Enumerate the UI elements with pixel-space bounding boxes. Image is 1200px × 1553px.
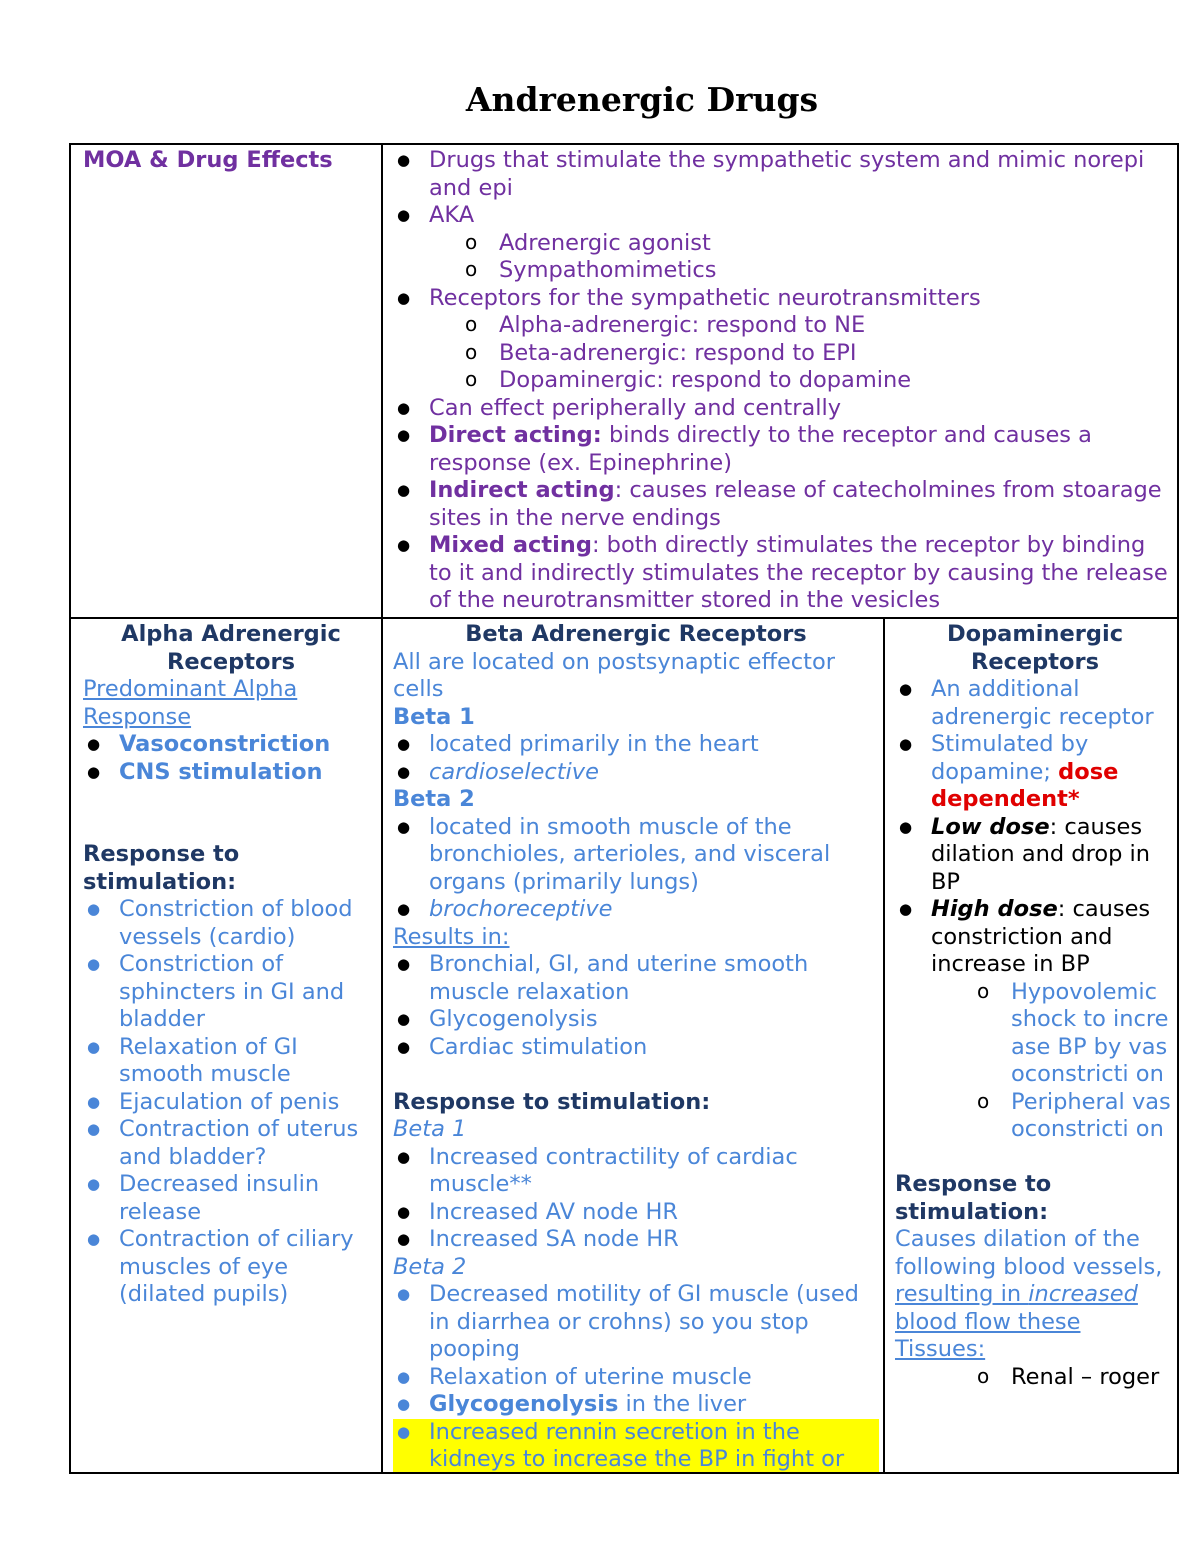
list-item: o Sympathomimetics (393, 257, 1169, 285)
list-item (393, 477, 1169, 532)
beta-response-beta2-label: Beta 2 (393, 1253, 467, 1280)
direct-acting-text: binds directly to the receptor and causes a response (ex. Epinephrine) (429, 422, 1092, 476)
list-item: ● Drugs that stimulate the sympathetic system and mimic norepi and epi (393, 147, 1169, 202)
dopa-list (895, 676, 1175, 1144)
list-item-highlighted (393, 1419, 879, 1474)
list-item: ● Increased AV node HR (393, 1199, 879, 1227)
list-item: ● Increased contractility of cardiac muscle** (393, 1144, 879, 1199)
alpha-response-list (83, 896, 379, 1309)
list-item: ● Cardiac stimulation (393, 1034, 879, 1062)
dopa-response-underline-italic: increased (1028, 1281, 1138, 1307)
dopa-heading: Dopaminergic Receptors (946, 621, 1124, 675)
indirect-acting-label: Indirect acting (429, 477, 615, 503)
list-item: ● Constriction of sphincters in GI and bladder (83, 951, 379, 1034)
list-item: ● brochoreceptive (393, 896, 879, 924)
dopa-response-paragraph (895, 1226, 1175, 1364)
list-item (393, 422, 1169, 477)
glycogenolysis-rest: in the liver (618, 1391, 747, 1417)
list-item: ● Relaxation of uterine muscle (393, 1364, 879, 1392)
low-dose-label: Low dose (931, 813, 1050, 840)
list-item: ● located primarily in the heart (393, 731, 879, 759)
moa-label-cell (69, 143, 383, 619)
beta-cell (381, 617, 885, 1474)
list-item: o Beta-adrenergic: respond to EPI (393, 340, 1169, 368)
list-item: o Hypovolemic shock to increase BP by vasoconstricti on (895, 979, 1175, 1089)
list-item: o Alpha-adrenergic: respond to NE (393, 312, 1169, 340)
beta2-label: Beta 2 (393, 786, 475, 812)
list-item: ● Vasoconstriction (83, 731, 379, 759)
dopa-renal-list (895, 1364, 1175, 1392)
indirect-acting-text: : causes release of catecholmines from stoarage sites in the nerve endings (429, 477, 1162, 531)
alpha-response-heading: Response to stimulation: (83, 841, 240, 895)
dopa-response-text: Causes dilation of the following blood vessels, (895, 1226, 1163, 1280)
list-item: o Dopaminergic: respond to dopamine (393, 367, 1169, 395)
list-item: ● Constriction of blood vessels (cardio) (83, 896, 379, 951)
list-item (393, 532, 1169, 615)
dopa-stimulated-text: Stimulated by dopamine; (931, 731, 1089, 785)
beta1-label: Beta 1 (393, 703, 475, 730)
list-item: ● Ejaculation of penis (83, 1089, 379, 1117)
mixed-acting-text: : both directly stimulates the receptor by binding to it and indirectly stimulates the receptor by causing the release of the neurotransmitter stored in the vesicles (429, 532, 1168, 613)
dopa-response-heading: Response to stimulation: (895, 1171, 1052, 1225)
list-item: ● AKA (393, 202, 1169, 230)
list-item (895, 731, 1175, 814)
beta-response-heading: Response to stimulation: (393, 1088, 711, 1115)
list-item: o Adrenergic agonist (393, 230, 1169, 258)
alpha-heading: Alpha Adrenergic Receptors (121, 621, 341, 675)
list-item: ● Relaxation of GI smooth muscle (83, 1034, 379, 1089)
list-item: ● CNS stimulation (83, 759, 379, 787)
beta-intro: All are located on postsynaptic effector cells (393, 648, 835, 702)
beta-response-beta2-list (393, 1281, 879, 1474)
dopa-response-underline-2: blood flow these Tissues: (895, 1308, 1081, 1362)
beta-results-list (393, 951, 879, 1061)
beta-response-beta1-label: Beta 1 (393, 1116, 467, 1142)
list-item: ● Contraction of uterus and bladder? (83, 1116, 379, 1171)
list-item: ● Increased SA node HR (393, 1226, 879, 1254)
beta-response-beta1-list (393, 1144, 879, 1254)
alpha-predominant-label: Predominant Alpha Response (83, 676, 298, 730)
list-item: ● Receptors for the sympathetic neurotransmitters (393, 285, 1169, 313)
moa-label: MOA & Drug Effects (83, 147, 333, 173)
alpha-cell (69, 617, 383, 1474)
document-title: Andrenergic Drugs (465, 80, 819, 119)
list-item: ● cardioselective (393, 759, 879, 787)
dopa-cell (883, 617, 1179, 1474)
alpha-predominant-list (83, 731, 379, 786)
beta1-list (393, 731, 879, 786)
mixed-acting-label: Mixed acting (429, 532, 592, 558)
list-item (895, 896, 1175, 979)
dose-dependent-text: dose dependent* (931, 758, 1119, 812)
direct-acting-label: Direct acting: (429, 422, 602, 448)
beta-results-label: Results in: (393, 923, 510, 950)
high-dose-text: : causes constriction and increase in BP (931, 896, 1151, 977)
list-item: ● An additional adrenergic receptor (895, 676, 1175, 731)
list-item: o Peripheral vasoconstricti on (895, 1089, 1175, 1144)
high-dose-label: High dose (931, 896, 1058, 922)
beta-heading: Beta Adrenergic Receptors (465, 621, 807, 647)
list-item: ● Bronchial, GI, and uterine smooth muscle relaxation (393, 951, 879, 1006)
list-item: ● Can effect peripherally and centrally (393, 395, 1169, 423)
list-item: o Renal – roger (895, 1364, 1175, 1392)
list-item: ● Decreased insulin release (83, 1171, 379, 1226)
list-item (895, 814, 1175, 897)
list-item (393, 1391, 879, 1419)
moa-list (393, 147, 1169, 615)
moa-content-cell (381, 143, 1179, 619)
low-dose-text: : causes dilation and drop in BP (931, 813, 1151, 895)
list-item: ● Glycogenolysis (393, 1006, 879, 1034)
list-item: ● Decreased motility of GI muscle (used in diarrhea or crohns) so you stop pooping (393, 1281, 879, 1364)
list-item: ● located in smooth muscle of the bronchioles, arterioles, and visceral organs (primarily lungs) (393, 814, 879, 897)
glycogenolysis-bold: Glycogenolysis (429, 1391, 619, 1417)
list-item: ● Contraction of ciliary muscles of eye (dilated pupils) (83, 1226, 379, 1309)
beta2-list (393, 814, 879, 924)
highlighted-text: Increased rennin secretion in the kidneys to increase the BP in fight or (429, 1418, 845, 1472)
dopa-response-underline-1: resulting in (895, 1281, 1029, 1307)
